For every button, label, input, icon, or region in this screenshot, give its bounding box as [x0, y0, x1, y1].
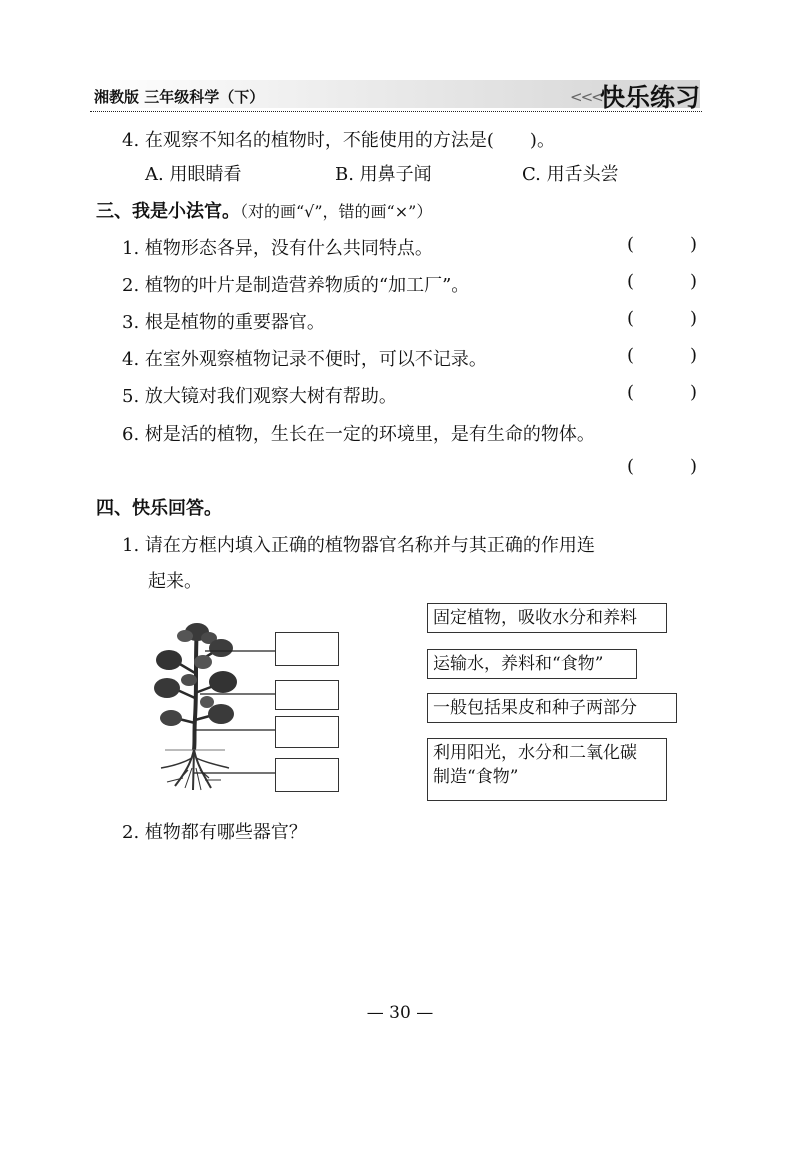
judgement-item-5: 5. 放大镜对我们观察大树有帮助。	[122, 386, 397, 407]
answer-blank-1[interactable]: ( )	[627, 234, 697, 255]
question-4-2: 2. 植物都有哪些器官？	[122, 822, 307, 843]
answer-blank-6[interactable]: ( )	[627, 456, 697, 477]
header-divider	[90, 111, 702, 112]
section-3-title: 三、我是小法官。	[96, 201, 240, 222]
judgement-item-2: 2. 植物的叶片是制造营养物质的“加工厂”。	[122, 275, 470, 296]
function-box-3[interactable]: 一般包括果皮和种子两部分	[427, 693, 677, 723]
organ-box-1[interactable]	[275, 632, 339, 666]
judgement-item-6: 6. 树是活的植物，生长在一定的环境里，是有生命的物体。	[122, 424, 595, 445]
organ-box-2[interactable]	[275, 680, 339, 710]
answer-blank-3[interactable]: ( )	[627, 308, 697, 329]
answer-blank-2[interactable]: ( )	[627, 271, 697, 292]
option-c: C. 用舌头尝	[522, 164, 619, 185]
organ-box-3[interactable]	[275, 716, 339, 748]
book-title: 湘教版 三年级科学（下）	[94, 88, 265, 106]
function-box-4[interactable]	[427, 738, 667, 801]
judgement-item-1: 1. 植物形态各异，没有什么共同特点。	[122, 238, 433, 259]
function-box-4-line2: 制造“食物”	[433, 767, 519, 787]
question-4: 4. 在观察不知名的植物时，不能使用的方法是( )。	[122, 130, 555, 151]
page-number: — 30 —	[366, 1003, 434, 1023]
option-a: A. 用眼睛看	[145, 164, 242, 185]
function-box-1[interactable]: 固定植物，吸收水分和养料	[427, 603, 667, 633]
section-3-heading	[96, 197, 432, 223]
judgement-item-4: 4. 在室外观察植物记录不便时，可以不记录。	[122, 349, 487, 370]
question-4-1-line2: 起来。	[148, 571, 202, 592]
question-4-1-line1: 1. 请在方框内填入正确的植物器官名称并与其正确的作用连	[122, 535, 595, 556]
answer-blank-5[interactable]: ( )	[627, 382, 697, 403]
function-box-2[interactable]: 运输水，养料和“食物”	[427, 649, 637, 679]
organ-box-4[interactable]	[275, 758, 339, 792]
answer-blank-4[interactable]: ( )	[627, 345, 697, 366]
function-box-4-line1: 利用阳光，水分和二氧化碳	[433, 743, 637, 763]
judgement-item-3: 3. 根是植物的重要器官。	[122, 312, 325, 333]
section-brand: 快乐练习	[600, 83, 701, 112]
section-4-title: 四、快乐回答。	[96, 498, 222, 519]
header-arrows: <<<	[570, 88, 602, 106]
option-b: B. 用鼻子闻	[335, 164, 432, 185]
section-3-instruction: （对的画“√”，错的画“×”）	[240, 202, 433, 221]
